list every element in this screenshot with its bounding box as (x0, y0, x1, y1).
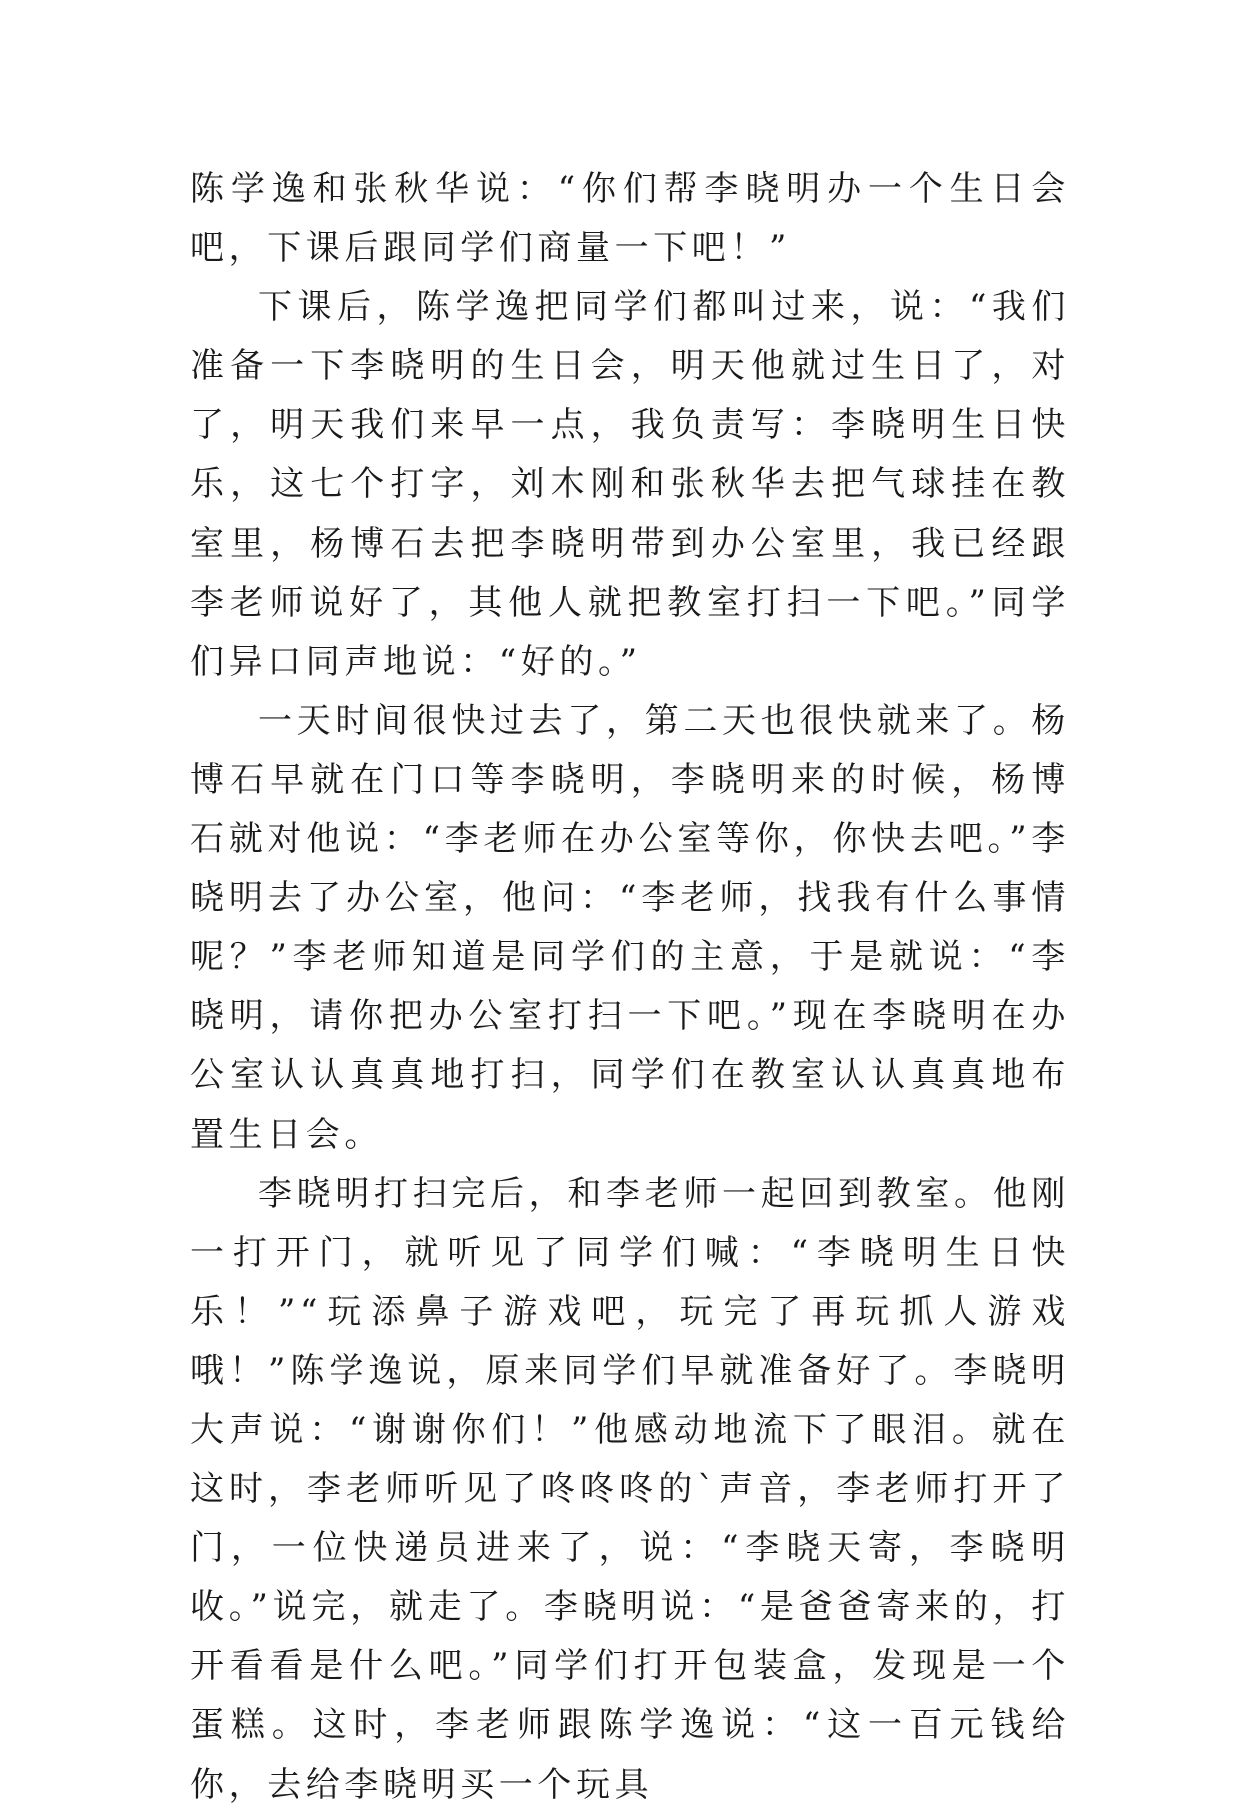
paragraph-4: 李晓明打扫完后，和李老师一起回到教室。他刚一打开门，就听见了同学们喊：“李晓明生日快乐！”“玩添鼻子游戏吧，玩完了再玩抓人游戏哦！”陈学逸说，原来同学们早就准备好了。李晓明大声说：“谢谢你们！”他感动地流下了眼泪。就在这时，李老师听见了咚咚咚的`声音，李老师打开了门，一位快递员进来了，说：“李晓天寄，李晓明收。”说完，就走了。李晓明说：“是爸爸寄来的，打开看看是什么吧。”同学们打开包装盒，发现是一个蛋糕。这时，李老师跟陈学逸说：“这一百元钱给你，去给李晓明买一个玩具 (190, 1173, 1070, 1805)
document-body (190, 160, 1070, 1815)
paragraph-2: 下课后，陈学逸把同学们都叫过来，说：“我们准备一下李晓明的生日会，明天他就过生日了，对了，明天我们来早一点，我负责写：李晓明生日快乐，这七个打字，刘木刚和张秋华去把气球挂在教室里，杨博石去把李晓明带到办公室里，我已经跟李老师说好了，其他人就把教室打扫一下吧。”同学们异口同声地说：“好的。” (190, 287, 1070, 682)
paragraph-1: 陈学逸和张秋华说：“你们帮李晓明办一个生日会吧，下课后跟同学们商量一下吧！” (190, 169, 1070, 269)
paragraph-3: 一天时间很快过去了，第二天也很快就来了。杨博石早就在门口等李晓明，李晓明来的时候，杨博石就对他说：“李老师在办公室等你，你快去吧。”李晓明去了办公室，他问：“李老师，找我有什么事情呢？”李老师知道是同学们的主意，于是就说：“李晓明，请你把办公室打扫一下吧。”现在李晓明在办公室认认真真地打扫，同学们在教室认认真真地布置生日会。 (190, 700, 1070, 1155)
